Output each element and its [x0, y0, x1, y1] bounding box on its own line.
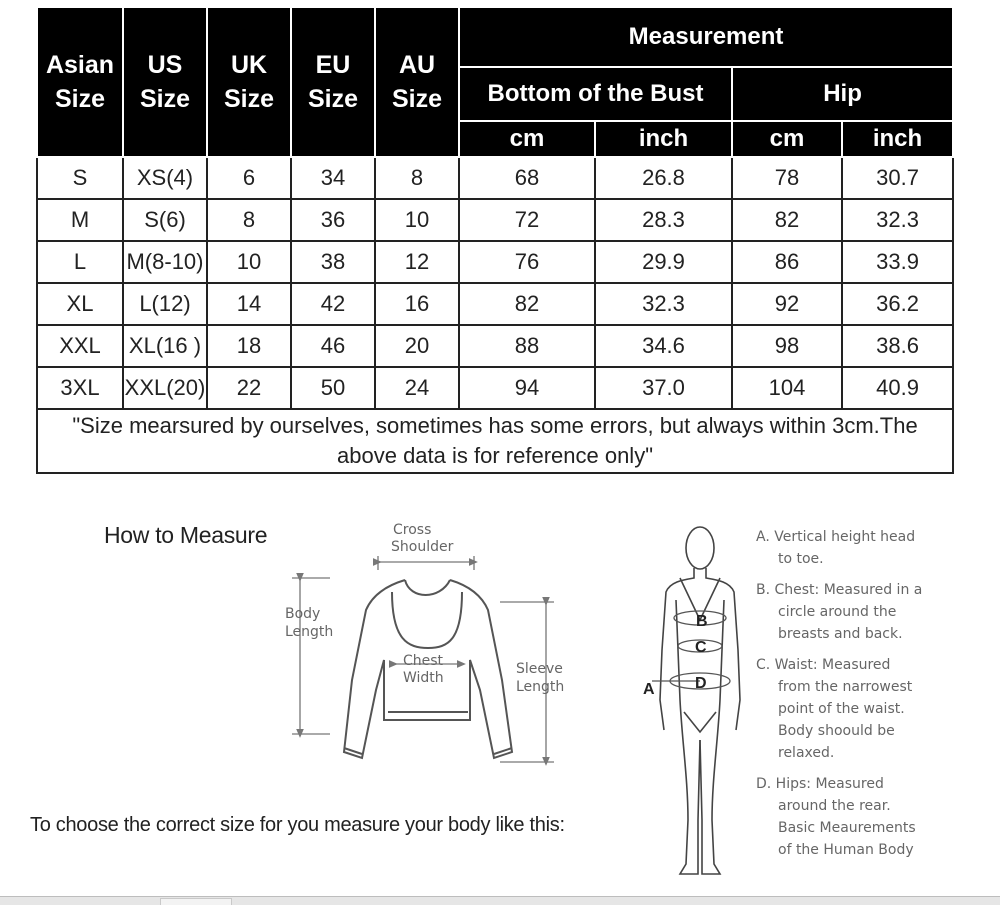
sweater-drawing	[344, 580, 512, 758]
note-c: C. Waist: Measured from the narrowest point of the waist. Body shoould be relaxed.	[756, 657, 913, 761]
header-uk-size: UK Size	[207, 7, 291, 157]
cell-au: 24	[375, 367, 459, 409]
cell-hip-inch: 36.2	[842, 283, 953, 325]
cell-eu: 38	[291, 241, 375, 283]
header-bust-inch: inch	[595, 121, 732, 157]
cell-us: XXL(20)	[123, 367, 207, 409]
header-hip-inch: inch	[842, 121, 953, 157]
cell-hip-cm: 82	[732, 199, 842, 241]
header-asian-size: Asian Size	[37, 7, 123, 157]
cell-hip-inch: 40.9	[842, 367, 953, 409]
header-eu-size: EU Size	[291, 7, 375, 157]
cell-hip-cm: 86	[732, 241, 842, 283]
header-au-size: AU Size	[375, 7, 459, 157]
cell-asian: L	[37, 241, 123, 283]
cell-uk: 18	[207, 325, 291, 367]
cell-bust-cm: 76	[459, 241, 595, 283]
header-measurement: Measurement	[459, 7, 953, 67]
cell-uk: 8	[207, 199, 291, 241]
header-bust-cm: cm	[459, 121, 595, 157]
how-to-measure-title: How to Measure	[104, 522, 268, 548]
body-length-label-2: Length	[285, 624, 334, 640]
cross-shoulder-label-1: Cross	[393, 522, 432, 538]
cell-au: 10	[375, 199, 459, 241]
body-label-c: C	[695, 639, 707, 656]
cross-shoulder-label-2: Shoulder	[391, 539, 454, 555]
cell-us: S(6)	[123, 199, 207, 241]
cell-au: 8	[375, 157, 459, 199]
cell-bust-inch: 32.3	[595, 283, 732, 325]
cell-bust-inch: 26.8	[595, 157, 732, 199]
cell-bust-inch: 34.6	[595, 325, 732, 367]
cell-eu: 46	[291, 325, 375, 367]
cell-eu: 42	[291, 283, 375, 325]
cell-asian: S	[37, 157, 123, 199]
chest-width-label-1: Chest	[403, 653, 444, 669]
choose-size-instruction: To choose the correct size for you measure your body like this:	[30, 814, 565, 836]
cell-bust-cm: 94	[459, 367, 595, 409]
table-note: "Size mearsured by ourselves, sometimes has some errors, but always within 3cm.The above data is for reference only"	[37, 409, 953, 473]
cell-uk: 14	[207, 283, 291, 325]
body-label-a: A	[643, 681, 655, 698]
note-a: A. Vertical height head to toe.	[756, 529, 916, 567]
sleeve-length-label-1: Sleeve	[516, 661, 563, 677]
header-hip: Hip	[732, 67, 953, 121]
cell-us: XL(16 )	[123, 325, 207, 367]
cell-eu: 36	[291, 199, 375, 241]
cell-uk: 6	[207, 157, 291, 199]
body-length-label-1: Body	[285, 606, 321, 622]
header-us-size: US Size	[123, 7, 207, 157]
cell-hip-cm: 98	[732, 325, 842, 367]
cell-au: 20	[375, 325, 459, 367]
header-hip-cm: cm	[732, 121, 842, 157]
body-label-b: B	[696, 613, 708, 630]
cell-asian: 3XL	[37, 367, 123, 409]
cell-us: M(8-10)	[123, 241, 207, 283]
cell-hip-inch: 30.7	[842, 157, 953, 199]
cell-au: 16	[375, 283, 459, 325]
cell-bust-inch: 28.3	[595, 199, 732, 241]
cell-asian: XL	[37, 283, 123, 325]
cell-hip-cm: 104	[732, 367, 842, 409]
cell-bust-cm: 82	[459, 283, 595, 325]
header-bust: Bottom of the Bust	[459, 67, 732, 121]
cell-au: 12	[375, 241, 459, 283]
body-label-d: D	[695, 675, 707, 692]
note-b: B. Chest: Measured in a circle around the breasts and back.	[756, 582, 923, 642]
cell-eu: 34	[291, 157, 375, 199]
cell-hip-cm: 78	[732, 157, 842, 199]
note-d: D. Hips: Measured around the rear. Basic Meaurements of the Human Body	[756, 776, 916, 858]
cell-hip-cm: 92	[732, 283, 842, 325]
cell-asian: XXL	[37, 325, 123, 367]
cell-us: XS(4)	[123, 157, 207, 199]
cell-eu: 50	[291, 367, 375, 409]
body-figure	[660, 527, 740, 874]
cell-bust-cm: 72	[459, 199, 595, 241]
cell-bust-inch: 29.9	[595, 241, 732, 283]
measurement-notes	[756, 526, 956, 870]
cell-hip-inch: 33.9	[842, 241, 953, 283]
cell-bust-cm: 68	[459, 157, 595, 199]
cell-bust-cm: 88	[459, 325, 595, 367]
sleeve-length-label-2: Length	[516, 679, 565, 695]
cell-hip-inch: 32.3	[842, 199, 953, 241]
cell-us: L(12)	[123, 283, 207, 325]
cell-asian: M	[37, 199, 123, 241]
cell-hip-inch: 38.6	[842, 325, 953, 367]
chest-width-label-2: Width	[403, 670, 444, 686]
cell-uk: 22	[207, 367, 291, 409]
cell-uk: 10	[207, 241, 291, 283]
cell-bust-inch: 37.0	[595, 367, 732, 409]
